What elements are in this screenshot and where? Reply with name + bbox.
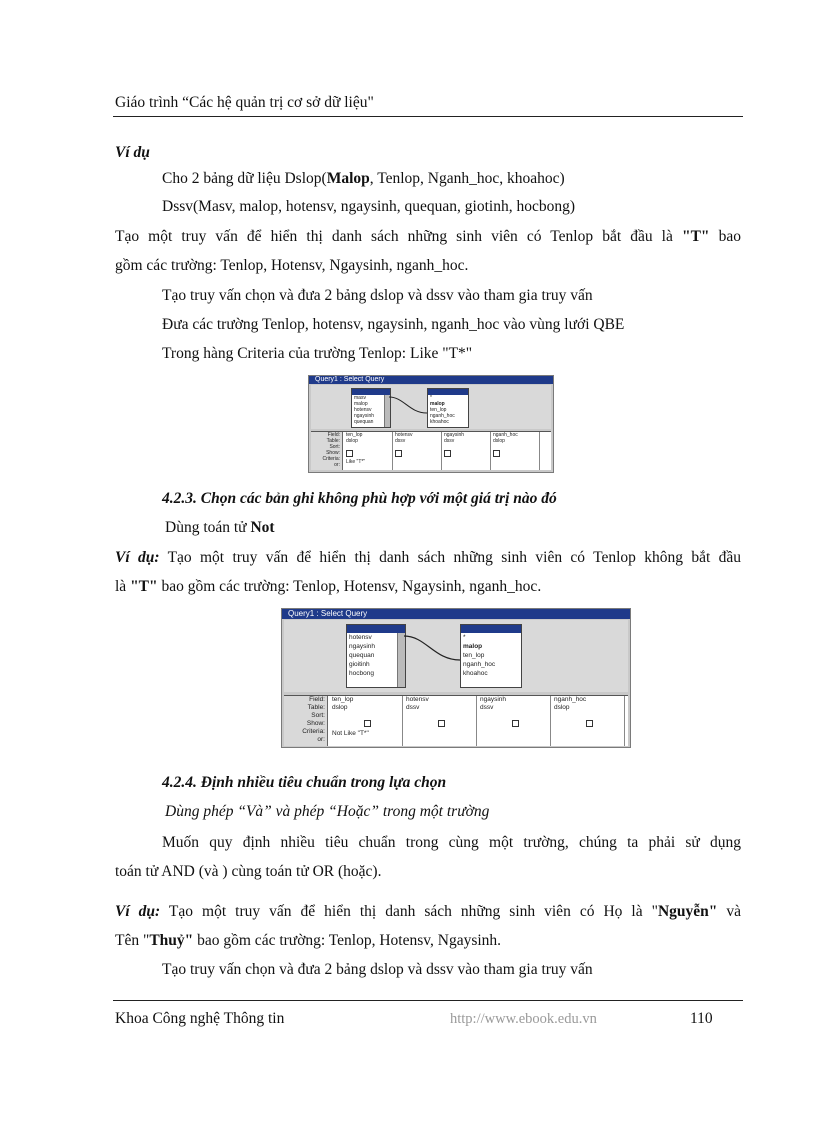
- paragraph-line: Ví dụ: Tạo một truy vấn để hiển thị danh sách những sinh viên có Họ là "Nguyễn" và: [115, 903, 741, 920]
- grid-column: ten_lop dslop Not Like "T*": [330, 696, 403, 746]
- paragraph-line: gồm các trường: Tenlop, Hotensv, Ngaysinh, nganh_hoc.: [115, 257, 469, 274]
- step-line: Đưa các trường Tenlop, hotensv, ngaysinh, nganh_hoc vào vùng lưới QBE: [162, 316, 625, 333]
- footer-rule: [113, 1000, 743, 1001]
- table-field: hocbong: [349, 670, 374, 677]
- table-field: ten_lop: [463, 652, 485, 659]
- table-field: hotensv: [349, 634, 372, 641]
- qbe-grid: [284, 695, 628, 746]
- table-field: hotensv: [354, 407, 372, 413]
- dslop-table-box: [460, 624, 522, 688]
- table-field: khoahoc: [463, 670, 488, 677]
- footer-left: Khoa Công nghệ Thông tin: [115, 1010, 285, 1027]
- example-heading: Ví dụ: [115, 144, 150, 161]
- running-header: Giáo trình “Các hệ quản trị cơ sở dữ liệu": [115, 94, 374, 111]
- dssv-table-box: [346, 624, 406, 688]
- grid-row-labels: Field: Table: Sort: Show: Criteria: or:: [284, 696, 328, 746]
- table-field: *: [430, 395, 432, 401]
- section-heading-4-2-4: 4.2.4. Định nhiều tiêu chuẩn trong lựa chọn: [162, 774, 447, 791]
- relationship-line: [389, 385, 429, 425]
- table-field: malop: [463, 643, 483, 650]
- page-number: 110: [690, 1010, 713, 1027]
- grid-column: nganh_hoc dslop: [552, 696, 625, 746]
- query-design-screenshot-2: [281, 608, 631, 748]
- grid-column: hotensv dssv: [404, 696, 477, 746]
- paragraph-line: Tạo một truy vấn để hiển thị danh sách những sinh viên có Tenlop bắt đầu là "T" bao: [115, 228, 742, 245]
- table-field: ten_lop: [430, 407, 447, 413]
- dssv-table-box: [351, 388, 391, 428]
- table-field: nganh_hoc: [463, 661, 496, 668]
- relationship-line: [404, 620, 464, 680]
- table-pane: [311, 385, 551, 429]
- paragraph-line: Tên "Thuỷ" bao gồm các trường: Tenlop, Hotensv, Ngaysinh.: [115, 932, 502, 949]
- grid-row-labels: Field: Table: Sort: Show: Criteria: or:: [311, 432, 343, 470]
- grid-column: hotensv dssv: [393, 432, 442, 470]
- table-field: *: [463, 634, 466, 641]
- header-rule: [113, 116, 743, 117]
- table-field: quequan: [354, 419, 374, 425]
- paragraph-line: Dùng toán tử Not: [165, 519, 275, 536]
- table-field: gioitinh: [349, 661, 370, 668]
- query-design-screenshot-1: [308, 375, 554, 473]
- qbe-grid: [311, 431, 551, 470]
- paragraph-line: là "T" bao gồm các trường: Tenlop, Hotensv, Ngaysinh, nganh_hoc.: [115, 578, 542, 595]
- table-field: malop: [354, 401, 368, 407]
- grid-column: ngaysinh dssv: [478, 696, 551, 746]
- paragraph-line: Dssv(Masv, malop, hotensv, ngaysinh, quequan, giotinh, hocbong): [162, 198, 575, 215]
- paragraph-line: Ví dụ: Tạo một truy vấn để hiển thị danh sách những sinh viên có Tenlop không bắt đầu: [115, 549, 741, 566]
- step-line: Tạo truy vấn chọn và đưa 2 bảng dslop và dssv vào tham gia truy vấn: [162, 961, 593, 978]
- paragraph-line: toán tử AND (và ) cùng toán tử OR (hoặc).: [115, 863, 382, 880]
- table-field: malop: [430, 401, 445, 407]
- paragraph-line: Muốn quy định nhiều tiêu chuẩn trong cùng một trường, chúng ta phải sử dụng: [162, 834, 741, 851]
- section-heading-4-2-3: 4.2.3. Chọn các bản ghi không phù hợp với một giá trị nào đó: [162, 490, 557, 507]
- table-field: quequan: [349, 652, 375, 659]
- table-field: nganh_hoc: [430, 413, 455, 419]
- paragraph-line: Cho 2 bảng dữ liệu Dslop(Malop, Tenlop, Nganh_hoc, khoahoc): [162, 170, 565, 187]
- subheading: Dùng phép “Và” và phép “Hoặc” trong một trường: [165, 803, 490, 820]
- grid-column: ngaysinh dssv: [442, 432, 491, 470]
- grid-column: ten_lop dslop Like "T*": [344, 432, 393, 470]
- dslop-table-box: [427, 388, 469, 428]
- grid-column: nganh_hoc dslop: [491, 432, 540, 470]
- step-line: Tạo truy vấn chọn và đưa 2 bảng dslop và dssv vào tham gia truy vấn: [162, 287, 593, 304]
- window-titlebar: Query1 : Select Query: [309, 376, 553, 384]
- table-field: ngaysinh: [349, 643, 376, 650]
- window-titlebar: Query1 : Select Query: [282, 609, 630, 619]
- footer-url[interactable]: http://www.ebook.edu.vn: [450, 1011, 597, 1027]
- table-field: masv: [354, 395, 366, 401]
- step-line: Trong hàng Criteria của trường Tenlop: Like "T*": [162, 345, 473, 362]
- table-pane: [284, 620, 628, 692]
- table-field: ngaysinh: [354, 413, 375, 419]
- table-field: khoahoc: [430, 419, 449, 425]
